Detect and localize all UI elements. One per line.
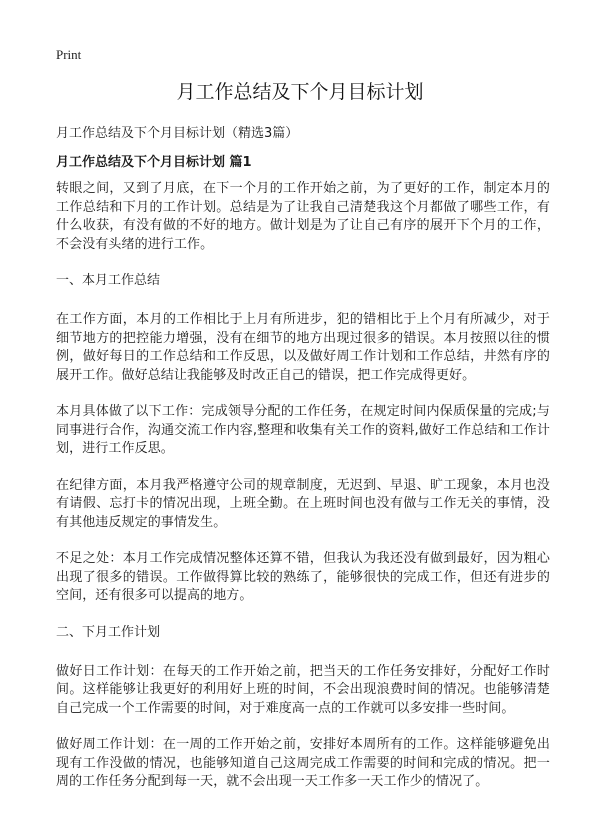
weekly-plan-paragraph: 做好周工作计划：在一周的工作开始之前，安排好本周所有的工作。这样能够避免出现有工作没做的情况，也能够知道自己这周完成工作需要的时间和完成的情况。把一周的工作任务分配到每一天，就不会出现一天工作多一天工作少的情况了。 (56, 737, 550, 789)
section-heading: 月工作总结及下个月目标计划 篇1 (56, 155, 252, 170)
subheading-monthly-summary: 一、本月工作总结 (56, 273, 161, 288)
page-title: 月工作总结及下个月目标计划 (176, 81, 424, 103)
document-body (56, 180, 550, 810)
intro-paragraph: 转眼之间，又到了月底，在下一个月的工作开始之前，为了更好的工作，制定本月的工作总结和下月的工作计划。总结是为了让我自己清楚我这个月都做了哪些工作，有什么收获，有没有做的不好的地方。做计划是为了让自己有序的展开下个月的工作，不会没有头绪的进行工作。 (56, 181, 550, 252)
specific-work-paragraph: 本月具体做了以下工作：完成领导分配的工作任务，在规定时间内保质保量的完成;与同事进行合作，沟通交流工作内容,整理和收集有关工作的资料,做好工作总结和工作计划，进行工作反思。 (56, 404, 550, 456)
daily-plan-paragraph: 做好日工作计划：在每天的工作开始之前，把当天的工作任务安排好，分配好工作时间。这样能够让我更好的利用好上班的时间，不会出现浪费时间的情况。也能够清楚自己完成一个工作需要的时间，对于难度高一点的工作就可以多安排一些时间。 (56, 663, 550, 716)
document-subtitle: 月工作总结及下个月目标计划（精选3篇） (56, 126, 299, 141)
discipline-paragraph: 在纪律方面，本月我严格遵守公司的规章制度，无迟到、早退、旷工现象，本月也没有请假、忘打卡的情况出现，上班全勤。在上班时间也没有做与工作无关的事情，没有其他违反规定的事情发生。 (56, 477, 550, 530)
print-label[interactable]: Print (56, 47, 82, 62)
subheading-next-month-plan: 二、下月工作计划 (56, 624, 161, 640)
work-aspect-paragraph: 在工作方面，本月的工作相比于上月有所进步，犯的错相比于上个月有所减少，对于细节地方的把控能力增强，没有在细节的地方出现过很多的错误。本月按照以往的惯例，做好每日的工作总结和工作反思，以及做好周工作计划和工作总结，井然有序的展开工作。做好总结让我能够及时改正自己的错误，把工作完成得更好。 (56, 312, 550, 383)
shortcomings-paragraph: 不足之处：本月工作完成情况整体还算不错，但我认为我还没有做到最好，因为粗心出现了很多的错误。工作做得算比较的熟练了，能够很快的完成工作，但还有进步的空间，还有很多可以提高的地方。 (56, 551, 550, 603)
